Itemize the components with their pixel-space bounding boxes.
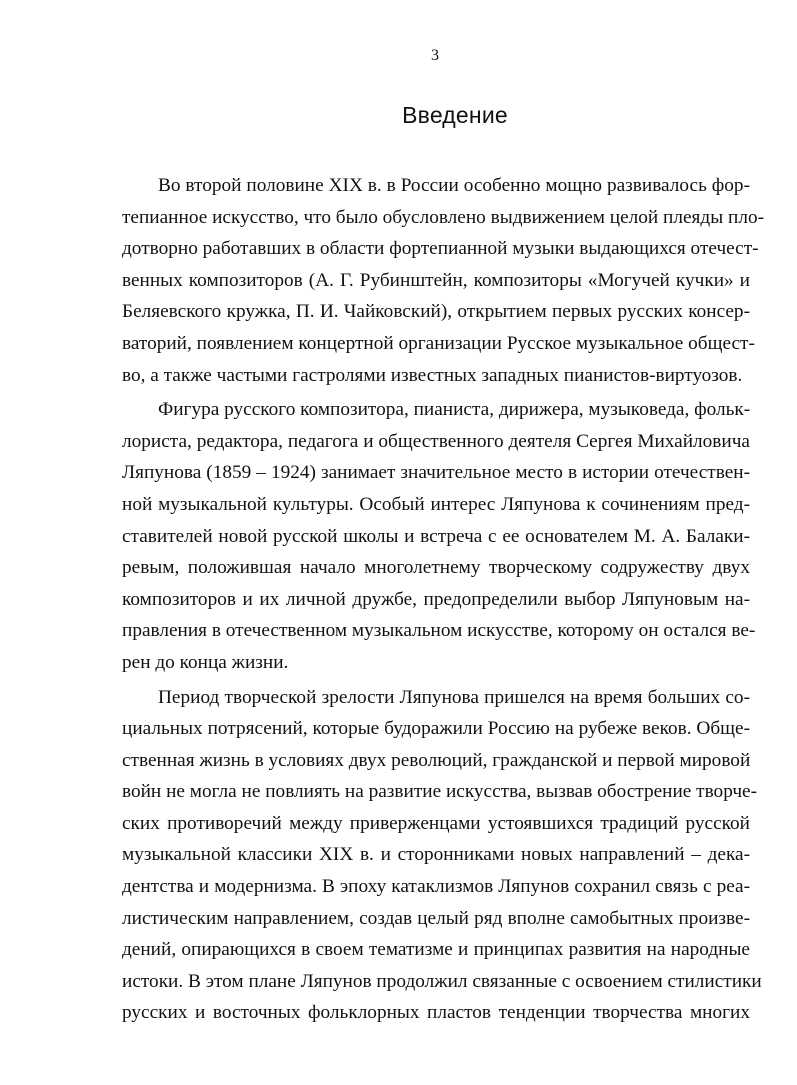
paragraph-line: рен до конца жизни. [122,651,289,673]
paragraph-line: лориста, редактора, педагога и общественного деятеля Сергея Михайловича [122,430,750,452]
paragraph-line: циальных потрясений, которые будоражили Россию на рубеже веков. Обще- [122,718,750,740]
paragraph-line: русских и восточных фольклорных пластов тенденции творчества многих [122,1002,750,1024]
paragraph-line: ваторий, появлением концертной организации Русское музыкальное общест- [122,332,755,354]
paragraph-line: правления в отечественном музыкальном искусстве, которому он остался ве- [122,620,756,642]
paragraph-line: истоки. В этом плане Ляпунов продолжил связанные с освоением стилистики [122,970,762,992]
page-number: 3 [431,47,439,64]
paragraph-line: венных композиторов (А. Г. Рубинштейн, композиторы «Могучей кучки» и [122,269,750,291]
paragraph-line: листическим направлением, создав целый ряд вполне самобытных произве- [122,907,750,929]
paragraph-line: ставителей новой русской школы и встреча с ее основателем М. А. Балаки- [122,525,750,547]
paragraph-line: ственная жизнь в условиях двух революций, гражданской и первой мировой [122,749,751,771]
paragraph-line: ной музыкальной культуры. Особый интерес Ляпунова к сочинениям пред- [122,493,750,515]
body-text [122,170,765,1032]
paragraph-1 [122,170,765,391]
paragraph-line: Фигура русского композитора, пианиста, дирижера, музыковеда, фольк- [158,399,751,421]
paragraph-line: дотворно работавших в области фортепианной музыки выдающихся отечест- [122,238,759,260]
paragraph-2 [122,394,756,678]
paragraph-line: тепианное искусство, что было обусловлено выдвижением целой плеяды пло- [122,206,765,228]
paragraph-line: Ляпунова (1859 – 1924) занимает значительное место в истории отечествен- [122,462,750,484]
paragraph-line: Во второй половине XIX в. в России особенно мощно развивалось фор- [158,175,750,196]
paragraph-line: музыкальной классики XIX в. и сторонниками новых направлений – дека- [122,844,750,866]
page-title: Введение [402,102,508,128]
paragraph-line: во, а также частыми гастролями известных западных пианистов-виртуозов. [122,364,743,386]
paragraph-line: войн не могла не повлиять на развитие искусства, вызвав обострение творче- [122,781,758,803]
paragraph-line: Период творческой зрелости Ляпунова пришелся на время больших со- [158,686,750,708]
paragraph-line: Беляевского кружка, П. И. Чайковский), открытием первых русских консер- [122,301,750,323]
paragraph-line: дентства и модернизма. В эпоху катаклизмов Ляпунов сохранил связь с реа- [122,876,750,898]
paragraph-line: композиторов и их личной дружбе, предопределили выбор Ляпуновым на- [122,588,750,610]
paragraph-line: дений, опирающихся в своем тематизме и принципах развития на народные [122,939,750,961]
paragraph-3 [122,682,762,1030]
paragraph-line: ских противоречий между приверженцами устоявшихся традиций русской [122,812,750,834]
paragraph-line: ревым, положившая начало многолетнему творческому содружеству двух [122,557,750,579]
